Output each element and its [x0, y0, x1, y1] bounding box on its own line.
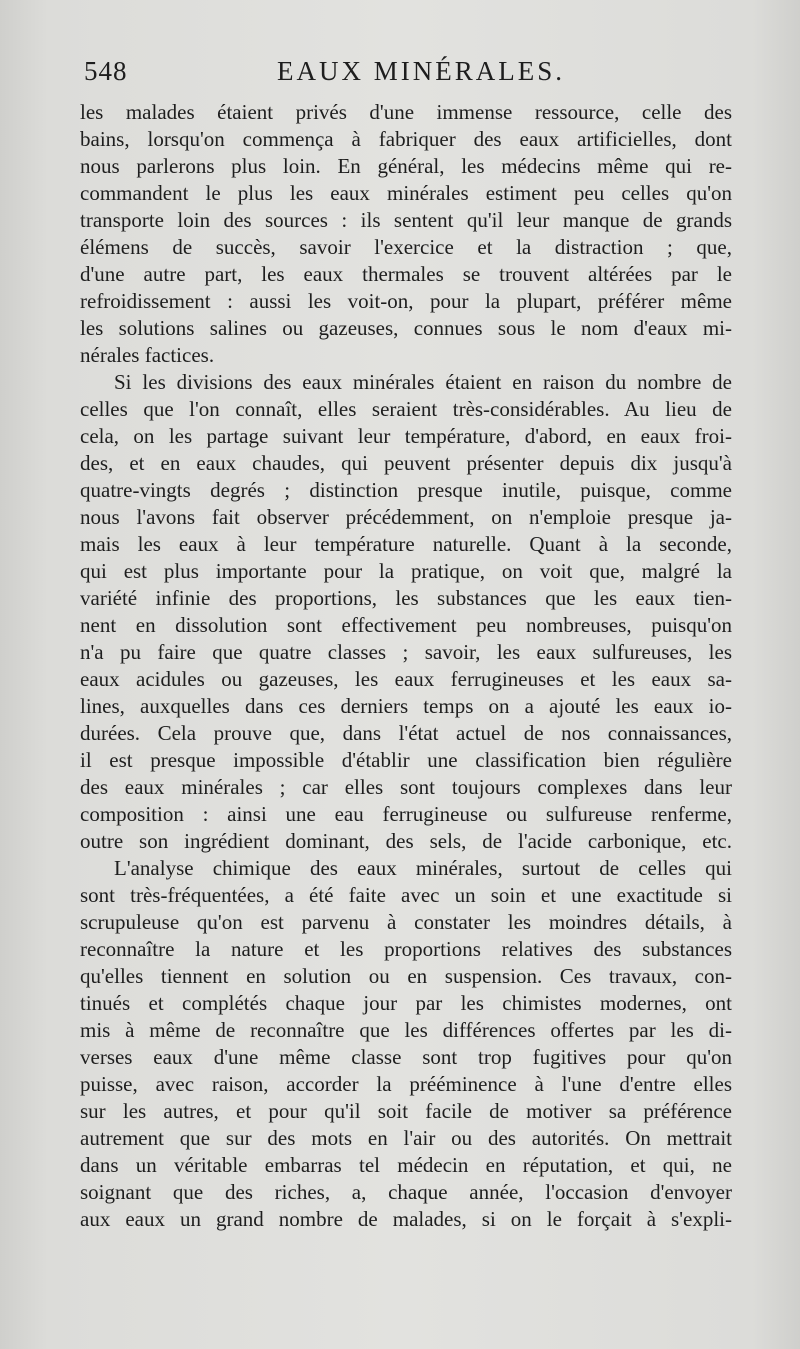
text-line: il est presque impossible d'établir une classification bien régulière	[80, 748, 732, 772]
text-line: lines, auxquelles dans ces derniers temps on a ajouté les eaux io-	[80, 694, 732, 718]
text-line: eaux acidules ou gazeuses, les eaux ferrugineuses et les eaux sa-	[80, 667, 732, 691]
text-line: élémens de succès, savoir l'exercice et la distraction ; que,	[80, 235, 732, 259]
text-line: autrement que sur des mots en l'air ou des autorités. On mettrait	[80, 1126, 732, 1150]
body-text	[80, 99, 732, 1233]
text-line: commandent le plus les eaux minérales estiment peu celles qu'on	[80, 181, 732, 205]
text-line: composition : ainsi une eau ferrugineuse ou sulfureuse renferme,	[80, 802, 732, 826]
text-line: transporte loin des sources : ils sentent qu'il leur manque de grands	[80, 208, 732, 232]
text-line: dans un véritable embarras tel médecin en réputation, et qui, ne	[80, 1153, 732, 1177]
text-line: mais les eaux à leur température naturelle. Quant à la seconde,	[80, 532, 732, 556]
text-line: nous parlerons plus loin. En général, les médecins même qui re-	[80, 154, 732, 178]
paragraph-end-line: nérales factices.	[80, 343, 215, 367]
text-line: scrupuleuse qu'on est parvenu à constater les moindres détails, à	[80, 910, 732, 934]
paragraph-start-line: L'analyse chimique des eaux minérales, surtout de celles qui	[114, 856, 732, 880]
text-line: cela, on les partage suivant leur température, d'abord, en eaux froi-	[80, 424, 732, 448]
text-line: celles que l'on connaît, elles seraient très-considérables. Au lieu de	[80, 397, 732, 421]
text-line: les malades étaient privés d'une immense ressource, celle des	[80, 100, 732, 124]
text-line: bains, lorsqu'on commença à fabriquer des eaux artificielles, dont	[80, 127, 732, 151]
text-line: nous l'avons fait observer précédemment, on n'emploie presque ja-	[80, 505, 732, 529]
text-line: des, et en eaux chaudes, qui peuvent présenter depuis dix jusqu'à	[80, 451, 732, 475]
text-line: des eaux minérales ; car elles sont toujours complexes dans leur	[80, 775, 732, 799]
paragraph-end-line: outre son ingrédient dominant, des sels, de l'acide carbonique, etc.	[80, 829, 732, 853]
text-line: aux eaux un grand nombre de malades, si on le forçait à s'expli-	[80, 1207, 732, 1231]
text-line: puisse, avec raison, accorder la prééminence à l'une d'entre elles	[80, 1072, 732, 1096]
running-title: EAUX MINÉRALES.	[277, 56, 565, 86]
text-line: d'une autre part, les eaux thermales se trouvent altérées par le	[80, 262, 732, 286]
text-line: nent en dissolution sont effectivement peu nombreuses, puisqu'on	[80, 613, 732, 637]
text-line: mis à même de reconnaître que les différences offertes par les di-	[80, 1018, 732, 1042]
text-line: refroidissement : aussi les voit-on, pour la plupart, préférer même	[80, 289, 732, 313]
text-line: durées. Cela prouve que, dans l'état actuel de nos connaissances,	[80, 721, 732, 745]
text-line: reconnaître la nature et les proportions relatives des substances	[80, 937, 732, 961]
page-number: 548	[84, 56, 128, 86]
text-line: les solutions salines ou gazeuses, connues sous le nom d'eaux mi-	[80, 316, 732, 340]
text-line: qu'elles tiennent en solution ou en suspension. Ces travaux, con-	[80, 964, 732, 988]
text-line: tinués et complétés chaque jour par les chimistes modernes, ont	[80, 991, 732, 1015]
paragraph-start-line: Si les divisions des eaux minérales étaient en raison du nombre de	[114, 370, 732, 394]
text-line: quatre-vingts degrés ; distinction presque inutile, puisque, comme	[80, 478, 732, 502]
text-line: variété infinie des proportions, les substances que les eaux tien-	[80, 586, 732, 610]
text-line: n'a pu faire que quatre classes ; savoir, les eaux sulfureuses, les	[80, 640, 732, 664]
page-header	[84, 56, 738, 96]
text-line: verses eaux d'une même classe sont trop fugitives pour qu'on	[80, 1045, 732, 1069]
text-line: sont très-fréquentées, a été faite avec un soin et une exactitude si	[80, 883, 732, 907]
text-line: sur les autres, et pour qu'il soit facile de motiver sa préférence	[80, 1099, 732, 1123]
text-line: soignant que des riches, a, chaque année, l'occasion d'envoyer	[80, 1180, 732, 1204]
text-line: qui est plus importante pour la pratique, on voit que, malgré la	[80, 559, 732, 583]
